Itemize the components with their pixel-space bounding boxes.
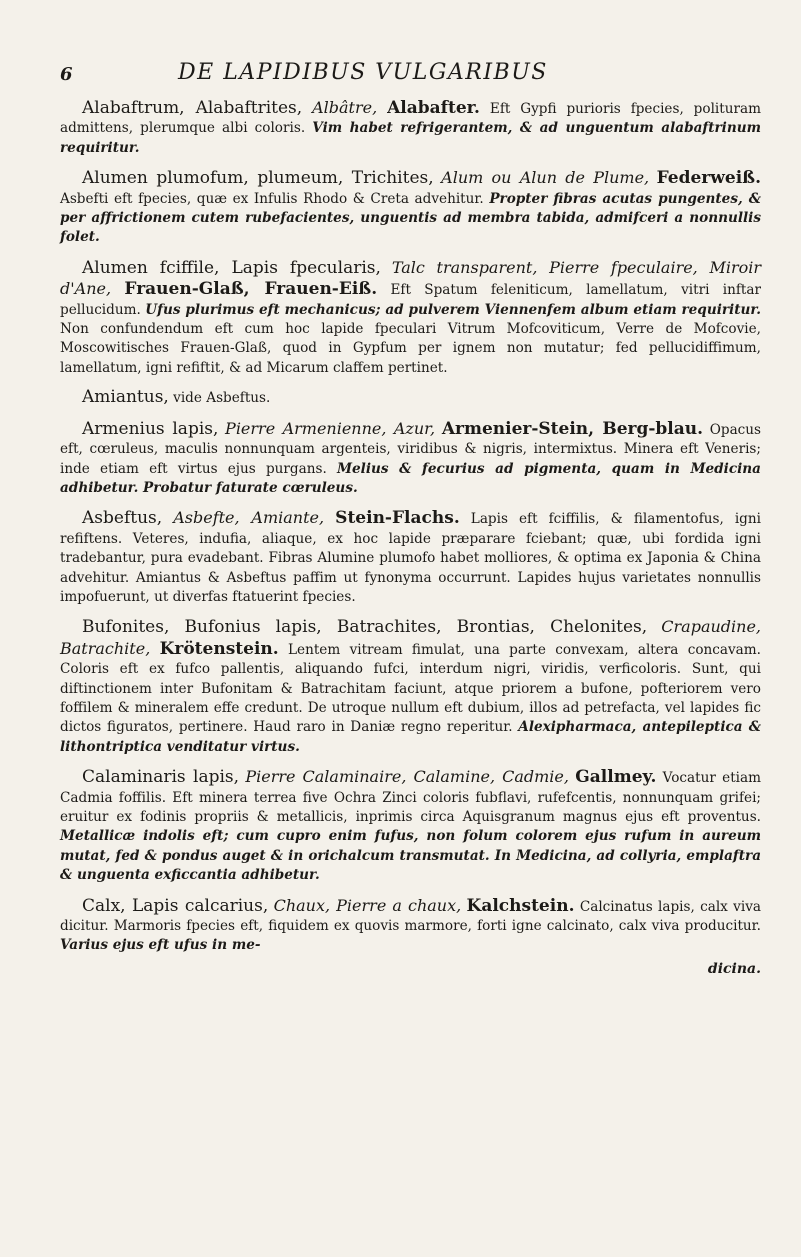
entry-calaminaris-lapis: Calaminaris lapis, Pierre Calaminaire, Calamine, Cadmie, Gallmey. Vocatur etiam Cadmia foffilis. Eft minera terrea five Ochra Zinci coloris fubflavi, rufefcentis, nonnunquam grifei; eruitur ex fodinis propriis & metallicis, inprimis circa Aquisgranum magnus ejus eft proventus. Metallicæ indolis eft; cum cupro enim fufus, non folum colorem ejus rufum in aureum mutat, fed & pondus auget & in orichalcum transmutat. In Medicina, ad collyria, emplaftra & unguenta exficcantia adhibetur. [60, 767, 761, 884]
entry-bufonites: Bufonites, Bufonius lapis, Batrachites, Brontias, Chelonites, Crapaudine, Batrachite, Krötenstein. Lentem vitream fimulat, una parte convexam, altera concavam. Coloris eft ex fufco pallentis, aliquando fufci, interdum nigri, viridis, verficoloris. Sunt, qui diftinctionem inter Bufonitam & Batrachitam faciunt, atque priorem a bufone, pofteriorem vero foffilem & mineralem effe credunt. De utroque nullum eft dubium, illos ad petrefacta, vel lapides fic dictos figuratos, pertinere. Haud raro in Daniæ regno reperitur. Alexipharmaca, antepileptica & lithontriptica venditatur virtus. [60, 617, 762, 755]
entry-armenius-lapis: Armenius lapis, Pierre Armenienne, Azur, Armenier-Stein, Berg-blau. Opacus eft, cœruleus, maculis nonnunquam argenteis, viridibus & nigris, intermixtus. Minera eft Veneris; inde etiam eft virtus ejus purgans. Melius & fecurius ad pigmenta, quam in Medicina adhibetur. Probatur faturate cœruleus. [60, 418, 762, 496]
catchword: dicina. [707, 960, 761, 977]
page-header [60, 58, 761, 98]
running-title: DE LAPIDIBUS VULGARIBUS [178, 60, 548, 85]
entry-asbestus: Asbeftus, Asbefte, Amiante, Stein-Flachs. Lapis eft fciffilis, & filamentofus, igni refiftens. Veteres, indufia, aliaque, ex hoc lapide præparare fciebant; quæ, ubi fordida igni tradebantur, pura evadebant. Fibras Alumine plumofo habet molliores, & optima ex Japonia & China advehitur. Amiantus & Asbeftus paffim ut fynonyma occurrunt. Lapides hujus varietates nonnullis impofuerunt, ut diverfas ftatuerint fpecies. [60, 508, 761, 605]
page-number: 6 [60, 64, 73, 85]
entry-alumen-scissile: Alumen fciffile, Lapis fpecularis, Talc transparent, Pierre fpeculaire, Miroir d'Ane, Frauen-Glaß, Frauen-Eiß. Eft Spatum feleniticum, lamellatum, vitri inftar pellucidum. Ufus plurimus eft mechanicus; ad pulverem Viennenfem album etiam requiritur. Non confundendum eft cum hoc lapide fpeculari Vitrum Mofcoviticum, Verre de Mofcovie, Moscowitisches Frauen-Glaß, quod in Gypfum per ignem non mutatur; fed pellucidiffimum, lamellatum, igni refiftit, & ad Micarum claffem pertinet. [60, 257, 761, 376]
entry-alumen-plumosum: Alumen plumofum, plumeum, Trichites, Alum ou Alun de Plume, Federweiß. Asbefti eft fpecies, quæ ex Infulis Rhodo & Creta advehitur. Propter fibras acutas pungentes, & per affrictionem cutem rubefacientes, unguentis ad membra tabida, admifceri a nonnullis folet. [60, 168, 761, 246]
entry-alabastrum: Alabaftrum, Alabaftrites, Albâtre, Alabafter. Eft Gypfi purioris fpecies, polituram admittens, plerumque albi coloris. Vim habet refrigerantem, & ad unguentum alabaftrinum requiritur. [60, 98, 761, 156]
entry-calx: Calx, Lapis calcarius, Chaux, Pierre a chaux, Kalchstein. Calcinatus lapis, calx viva dicitur. Marmoris fpecies eft, fiquidem ex quovis marmore, forti igne calcinato, calx viva producitur. Varius ejus eft ufus in me- [60, 895, 761, 954]
page-body [60, 98, 761, 979]
entry-amiantus: Amiantus, vide Asbeftus. [82, 387, 271, 408]
